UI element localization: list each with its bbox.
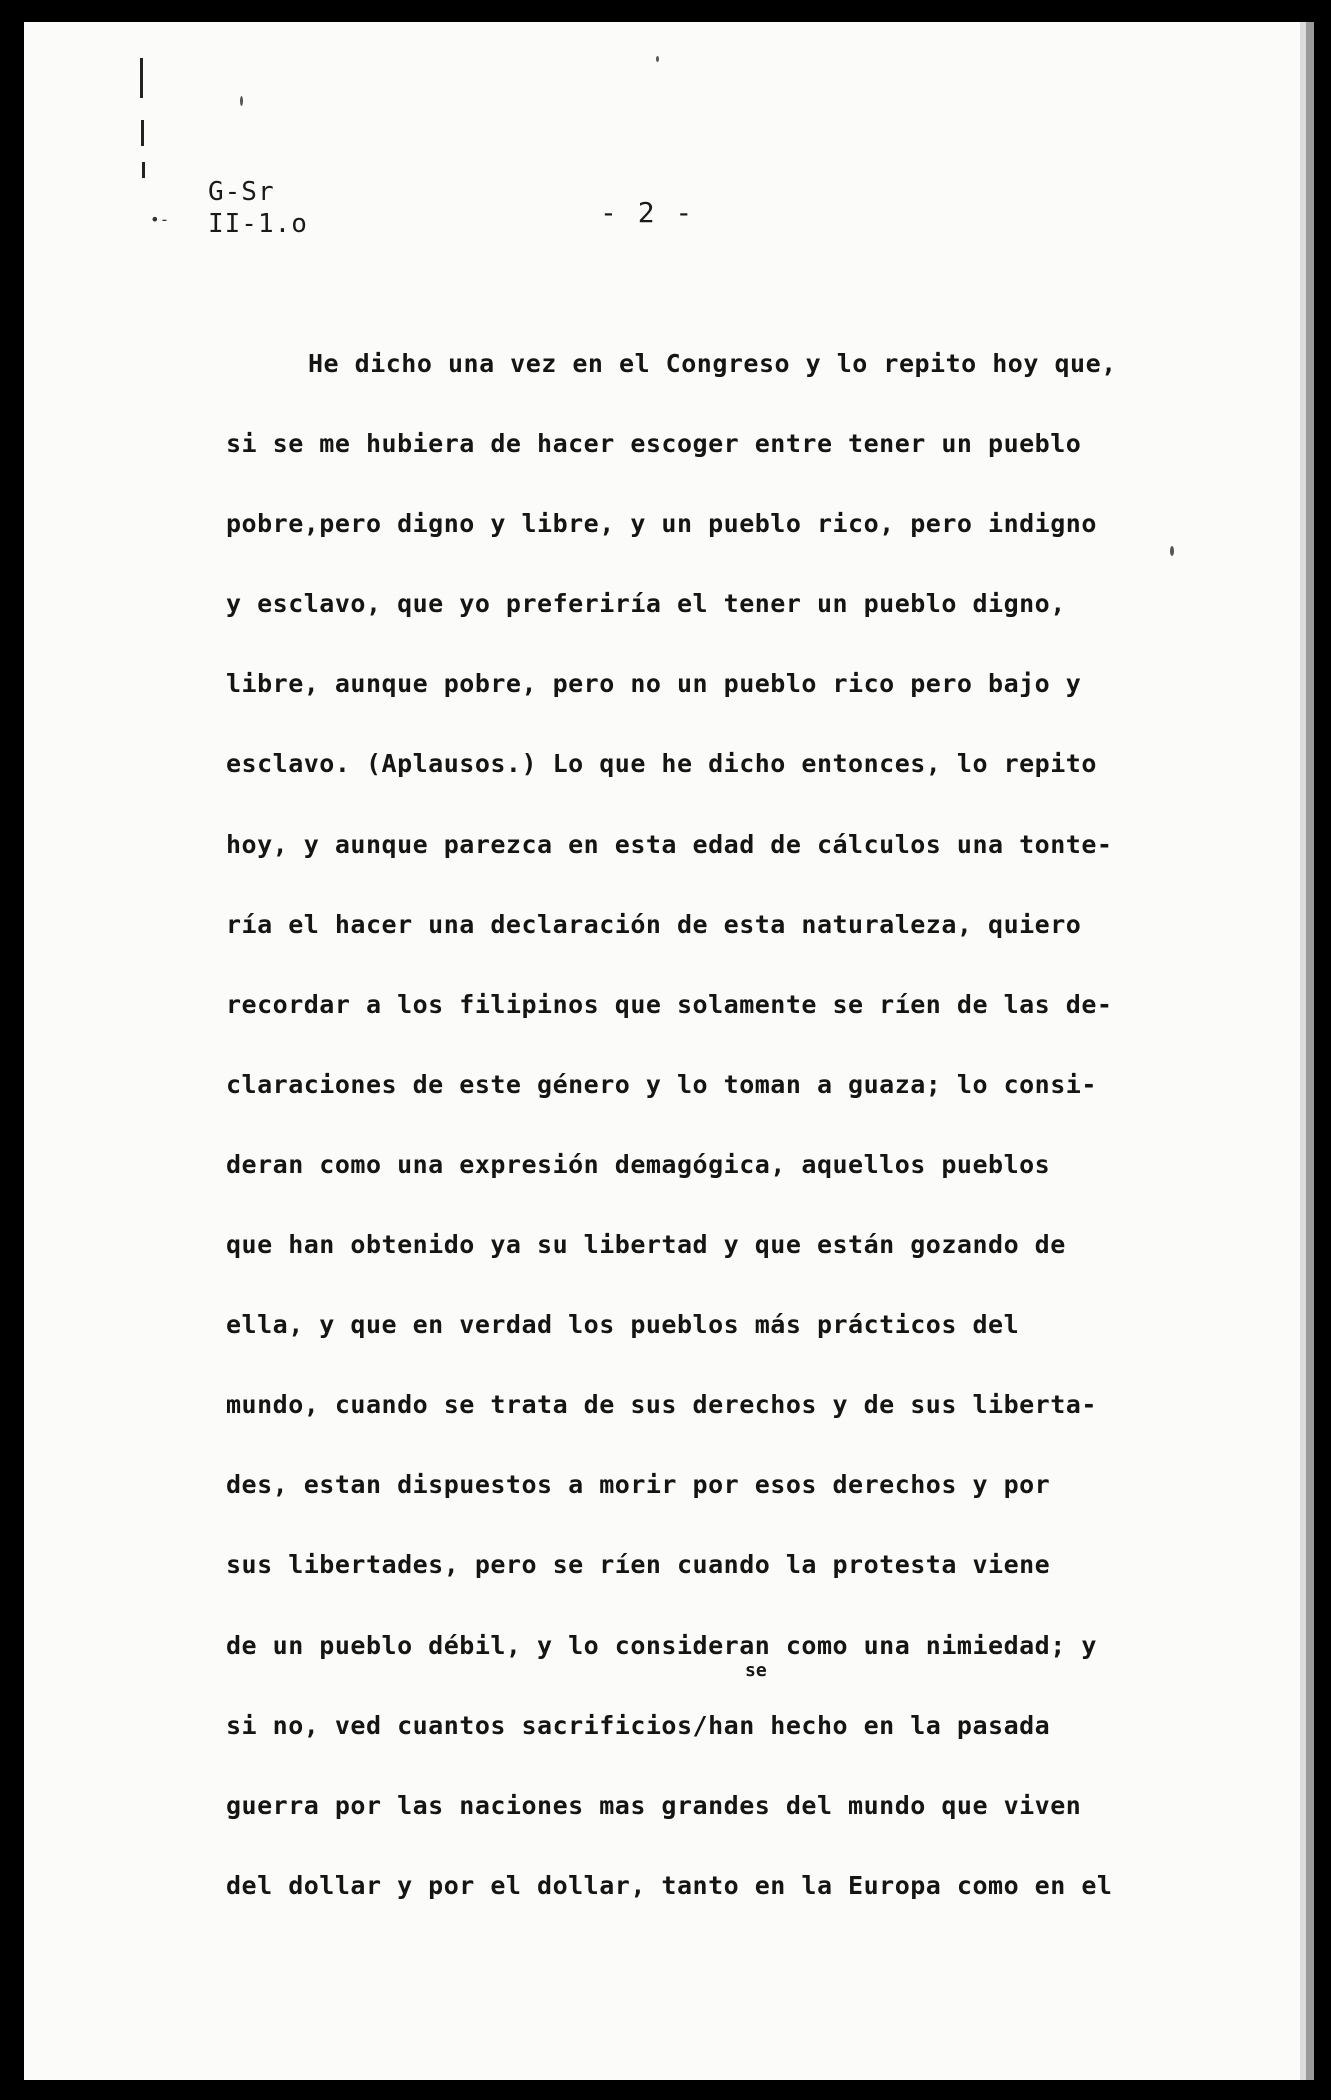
body-line: guerra por las naciones mas grandes del mundo que viven xyxy=(226,1790,1082,1820)
body-line: si no, ved cuantos sacrificios/han hecho en la pasada xyxy=(226,1710,1051,1740)
body-line: y esclavo, que yo preferiría el tener un pueblo digno, xyxy=(226,589,1066,619)
body-line: que han obtenido ya su libertad y que están gozando de xyxy=(226,1230,1066,1260)
body-line: de un pueblo débil, y lo consideran como una nimiedad; y xyxy=(226,1630,1097,1660)
margin-dash-mark: •- xyxy=(150,210,170,229)
body-line: claraciones de este género y lo toman a guaza; lo consi- xyxy=(226,1069,1097,1099)
paper-speck xyxy=(656,56,659,62)
body-line: si se me hubiera de hacer escoger entre tener un pueblo xyxy=(226,429,1082,459)
document-code xyxy=(208,176,308,240)
body-line: ella, y que en verdad los pueblos más prácticos del xyxy=(226,1310,1020,1340)
typed-body-text xyxy=(226,324,1186,1926)
body-line: des, estan dispuestos a morir por esos derechos y por xyxy=(226,1470,1051,1500)
body-line: ría el hacer una declaración de esta naturaleza, quiero xyxy=(226,909,1082,939)
page-number: - 2 - xyxy=(600,196,695,229)
body-line: deran como una expresión demagógica, aquellos pueblos xyxy=(226,1149,1051,1179)
body-line: He dicho una vez en el Congreso y lo repito hoy que, xyxy=(308,349,1117,378)
body-line: sus libertades, pero se ríen cuando la protesta viene xyxy=(226,1550,1051,1580)
body-line: libre, aunque pobre, pero no un pueblo rico pero bajo y xyxy=(226,669,1082,699)
document-code-line-1: G-Sr xyxy=(208,177,275,207)
body-line: del dollar y por el dollar, tanto en la Europa como en el xyxy=(226,1870,1113,1900)
paper-speck xyxy=(1170,546,1174,556)
body-line: esclavo. (Aplausos.) Lo que he dicho entonces, lo repito xyxy=(226,749,1097,779)
paper-speck xyxy=(240,96,243,106)
margin-punch-marks xyxy=(140,58,150,178)
body-line: pobre,pero digno y libre, y un pueblo rico, pero indigno xyxy=(226,509,1097,539)
body-line: hoy, y aunque parezca en esta edad de cálculos una tonte- xyxy=(226,829,1113,859)
page-edge-shadow xyxy=(1306,22,1314,2080)
body-line: mundo, cuando se trata de sus derechos y de sus liberta- xyxy=(226,1390,1097,1420)
interlinear-insertion: se xyxy=(745,1660,767,1681)
document-code-line-2: II-1.o xyxy=(208,209,308,239)
body-line: recordar a los filipinos que solamente se ríen de las de- xyxy=(226,989,1113,1019)
